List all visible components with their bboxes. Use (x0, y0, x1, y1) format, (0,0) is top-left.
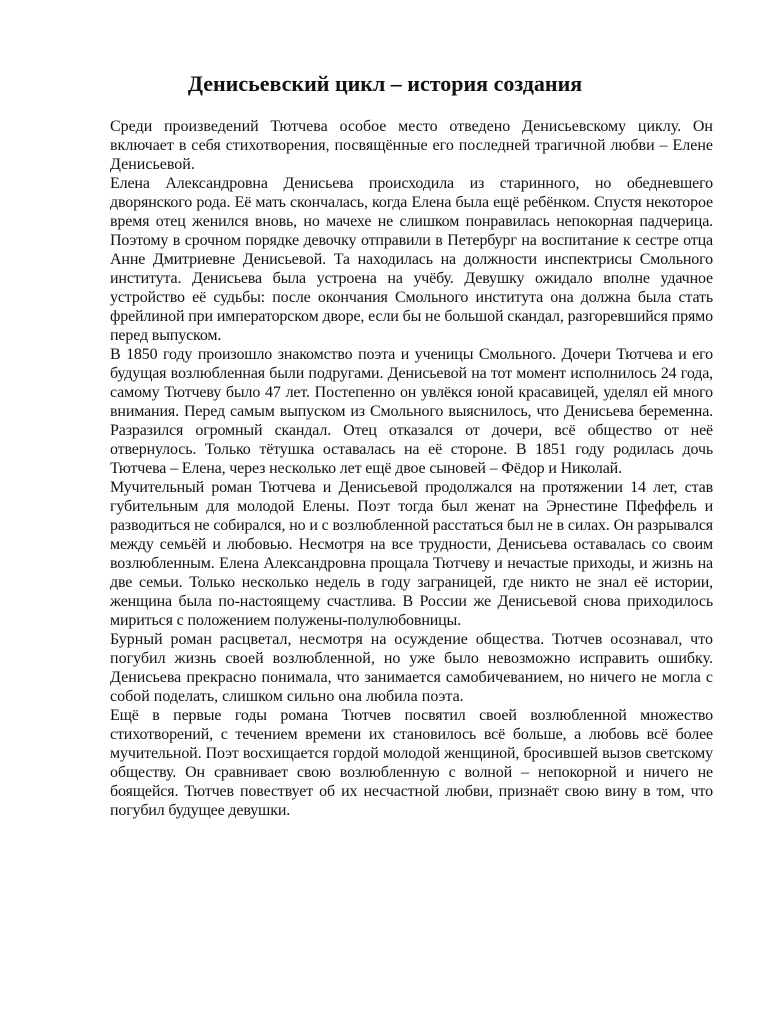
paragraph-acquaintance: В 1850 году произошло знакомство поэта и ученицы Смольного. Дочери Тютчева и его будущая возлюбленная были подругами. Денисьевой на тот момент исполнилось 24 года, самому Тютчеву было 47 лет. Постепенно он увлёкся юной красавицей, уделял ей много внимания. Перед самым выпуском из Смольного выяснилось, что Денисьева беременна. Разразился огромный скандал. Отец отказался от дочери, всё общество от неё отвернулось. Только тётушка оставалась на её стороне. В 1851 году родилась дочь Тютчева – Елена, через несколько лет ещё двое сыновей – Фёдор и Николай. (110, 346, 713, 477)
paragraph-romance: Мучительный роман Тютчева и Денисьевой продолжался на протяжении 14 лет, став губительным для молодой Елены. Поэт тогда был женат на Эрнестине Пфеффель и разводиться не собирался, но и с возлюбленной расстаться был не в силах. Он разрывался между семьёй и любовью. Несмотря на все трудности, Денисьева оставалась со своим возлюбленным. Елена Александровна прощала Тютчеву и нечастые приходы, и жизнь на две семьи. Только несколько недель в году заграницей, где никто не знал её истории, женщина была по-настоящему счастлива. В России же Денисьевой снова приходилось мириться с положением полужены-полулюбовницы. (110, 479, 713, 629)
paragraph-intro: Среди произведений Тютчева особое место отведено Денисьевскому циклу. Он включает в себя стихотворения, посвящённые его последней трагичной любви – Елене Денисьевой. (110, 118, 713, 173)
page-title: Денисьевский цикл – история создания (187, 71, 583, 96)
document-body (110, 117, 713, 820)
paragraph-society: Бурный роман расцветал, несмотря на осуждение общества. Тютчев осознавал, что погубил жизнь своей возлюбленной, но уже было невозможно исправить ошибку. Денисьева прекрасно понимала, что занимается самобичеванием, но ничего не могла с собой поделать, слишком сильно она любила поэта. (110, 631, 713, 705)
paragraph-poems: Ещё в первые годы романа Тютчев посвятил своей возлюбленной множество стихотворений, с течением времени их становилось всё больше, а любовь всё более мучительной. Поэт восхищается гордой молодой женщиной, бросившей вызов светскому обществу. Он сравнивает свою возлюбленную с волной – непокорной и ничего не боящейся. Тютчев повествует об их несчастной любви, признаёт свою вину в том, что погубил будущее девушки. (110, 707, 713, 819)
paragraph-biography: Елена Александровна Денисьева происходила из старинного, но обедневшего дворянского рода. Её мать скончалась, когда Елена была ещё ребёнком. Спустя некоторое время отец женился вновь, но мачехе не слишком понравилась непокорная падчерица. Поэтому в срочном порядке девочку отправили в Петербург на воспитание к сестре отца Анне Дмитриевне Денисьевой. Та находилась на должности инспектрисы Смольного института. Денисьева была устроена на учёбу. Девушку ожидало вполне удачное устройство её судьбы: после окончания Смольного института она должна была стать фрейлиной при императорском дворе, если бы не большой скандал, разгоревшийся прямо перед выпуском. (110, 175, 713, 344)
